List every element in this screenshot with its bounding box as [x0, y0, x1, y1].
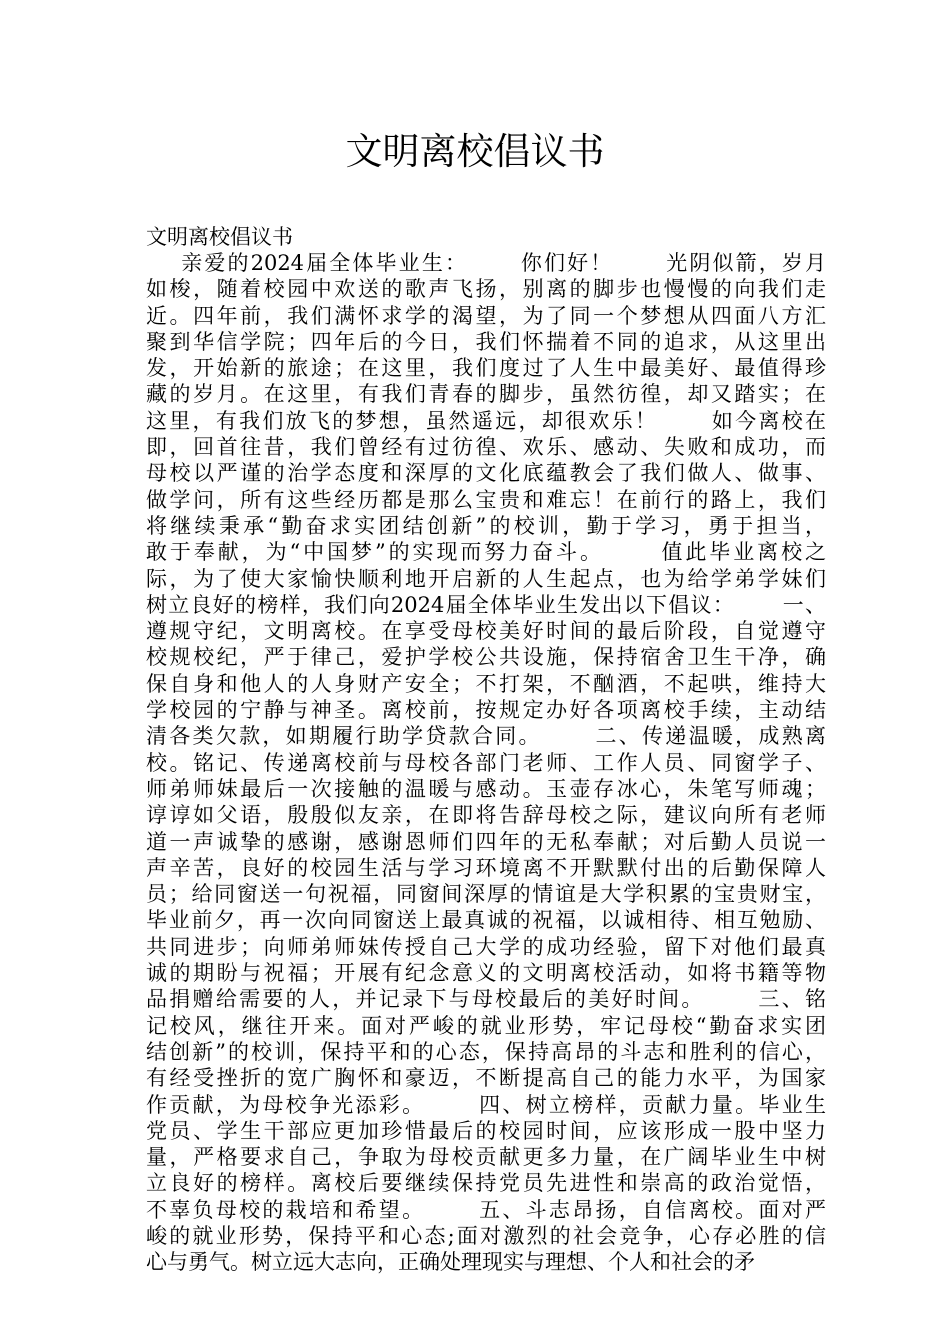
body-text-line: 毕业前夕，再一次向同窗送上最真诚的祝福，以诚相待、相互勉励、: [146, 908, 826, 933]
body-text-line: 有经受挫折的宽广胸怀和豪迈，不断提高自己的能力水平，为国家: [146, 1066, 826, 1091]
body-text-line: 员；给同窗送一句祝福，同窗间深厚的情谊是大学积累的宝贵财宝，: [146, 882, 826, 907]
body-text-line: 党员、学生干部应更加珍惜最后的校园时间，应该形成一股中坚力: [146, 1118, 826, 1143]
body-text-line: 如梭，随着校园中欢送的歌声飞扬，别离的脚步也慢慢的向我们走: [146, 277, 826, 302]
body-text-line: 将继续秉承“勤奋求实团结创新”的校训，勤于学习，勇于担当，: [146, 513, 826, 538]
body-text-line: 道一声诚挚的感谢，感谢恩师们四年的无私奉献；对后勤人员说一: [146, 829, 826, 854]
body-text-line: 立良好的榜样。离校后要继续保持党员先进性和崇高的政治觉悟，: [146, 1171, 826, 1196]
body-text-line: 聚到华信学院；四年后的今日，我们怀揣着不同的追求，从这里出: [146, 329, 826, 354]
body-text-line: 心与勇气。树立远大志向，正确处理现实与理想、个人和社会的矛: [146, 1250, 755, 1275]
document-body: [146, 250, 826, 1276]
body-text-line: 声辛苦，良好的校园生活与学习环境离不开默默付出的后勤保障人: [146, 855, 826, 880]
body-text-line: 品捐赠给需要的人，并记录下与母校最后的美好时间。 三、铭: [146, 987, 826, 1012]
body-text-line: 亲爱的2024届全体毕业生： 你们好！ 光阴似箭，岁月: [146, 251, 826, 275]
body-text-line: 作贡献，为母校争光添彩。 四、树立榜样，贡献力量。毕业生: [146, 1092, 826, 1117]
body-text-line: 结创新”的校训，保持平和的心态，保持高昂的斗志和胜利的信心，: [146, 1039, 826, 1064]
body-text-line: 师弟师妹最后一次接触的温暖与感动。玉壶存冰心，朱笔写师魂；: [146, 776, 826, 801]
body-text-line: 遵规守纪，文明离校。在享受母校美好时间的最后阶段，自觉遵守: [146, 619, 826, 644]
body-text-line: 这里，有我们放飞的梦想，虽然遥远，却很欢乐！ 如今离校在: [146, 408, 826, 433]
body-text-line: 不辜负母校的栽培和希望。 五、斗志昂扬，自信离校。面对严: [146, 1197, 826, 1222]
body-text-line: 敢于奉献，为“中国梦”的实现而努力奋斗。 值此毕业离校之: [146, 540, 826, 565]
body-text-line: 藏的岁月。在这里，有我们青春的脚步，虽然彷徨，却又踏实；在: [146, 382, 826, 407]
body-text-line: 树立良好的榜样，我们向2024届全体毕业生发出以下倡议： 一、: [146, 592, 826, 617]
body-text-line: 校。铭记、传递离校前与母校各部门老师、工作人员、同窗学子、: [146, 750, 826, 775]
body-text-line: 记校风，继往开来。面对严峻的就业形势，牢记母校“勤奋求实团: [146, 1013, 826, 1038]
body-text-line: 做学问，所有这些经历都是那么宝贵和难忘！在前行的路上，我们: [146, 487, 826, 512]
document-title: 文明离校倡议书: [345, 130, 605, 173]
body-text-line: 共同进步；向师弟师妹传授自己大学的成功经验，留下对他们最真: [146, 934, 826, 959]
body-text-line: 谆谆如父语，殷殷似友亲，在即将告辞母校之际，建议向所有老师: [146, 803, 826, 828]
body-text-line: 清各类欠款，如期履行助学贷款合同。 二、传递温暖，成熟离: [146, 724, 826, 749]
body-text-line: 学校园的宁静与神圣。离校前，按规定办好各项离校手续，主动结: [146, 698, 826, 723]
document-subtitle: 文明离校倡议书: [146, 225, 293, 249]
body-text-line: 母校以严谨的治学态度和深厚的文化底蕴教会了我们做人、做事、: [146, 461, 826, 486]
body-text-line: 保自身和他人的人身财产安全；不打架，不酗酒，不起哄，维持大: [146, 671, 826, 696]
body-text-line: 峻的就业形势，保持平和心态;面对激烈的社会竞争，心存必胜的信: [146, 1223, 826, 1248]
body-text-line: 诚的期盼与祝福；开展有纪念意义的文明离校活动，如将书籍等物: [146, 961, 826, 986]
body-text-line: 近。四年前，我们满怀求学的渴望，为了同一个梦想从四面八方汇: [146, 303, 826, 328]
body-text-line: 量，严格要求自己，争取为母校贡献更多力量，在广阔毕业生中树: [146, 1145, 826, 1170]
body-text-line: 际，为了使大家愉快顺利地开启新的人生起点，也为给学弟学妹们: [146, 566, 826, 591]
body-text-line: 即，回首往昔，我们曾经有过彷徨、欢乐、感动、失败和成功，而: [146, 435, 826, 460]
body-text-line: 发，开始新的旅途；在这里，我们度过了人生中最美好、最值得珍: [146, 356, 826, 381]
body-text-line: 校规校纪，严于律己，爱护学校公共设施，保持宿舍卫生干净，确: [146, 645, 826, 670]
